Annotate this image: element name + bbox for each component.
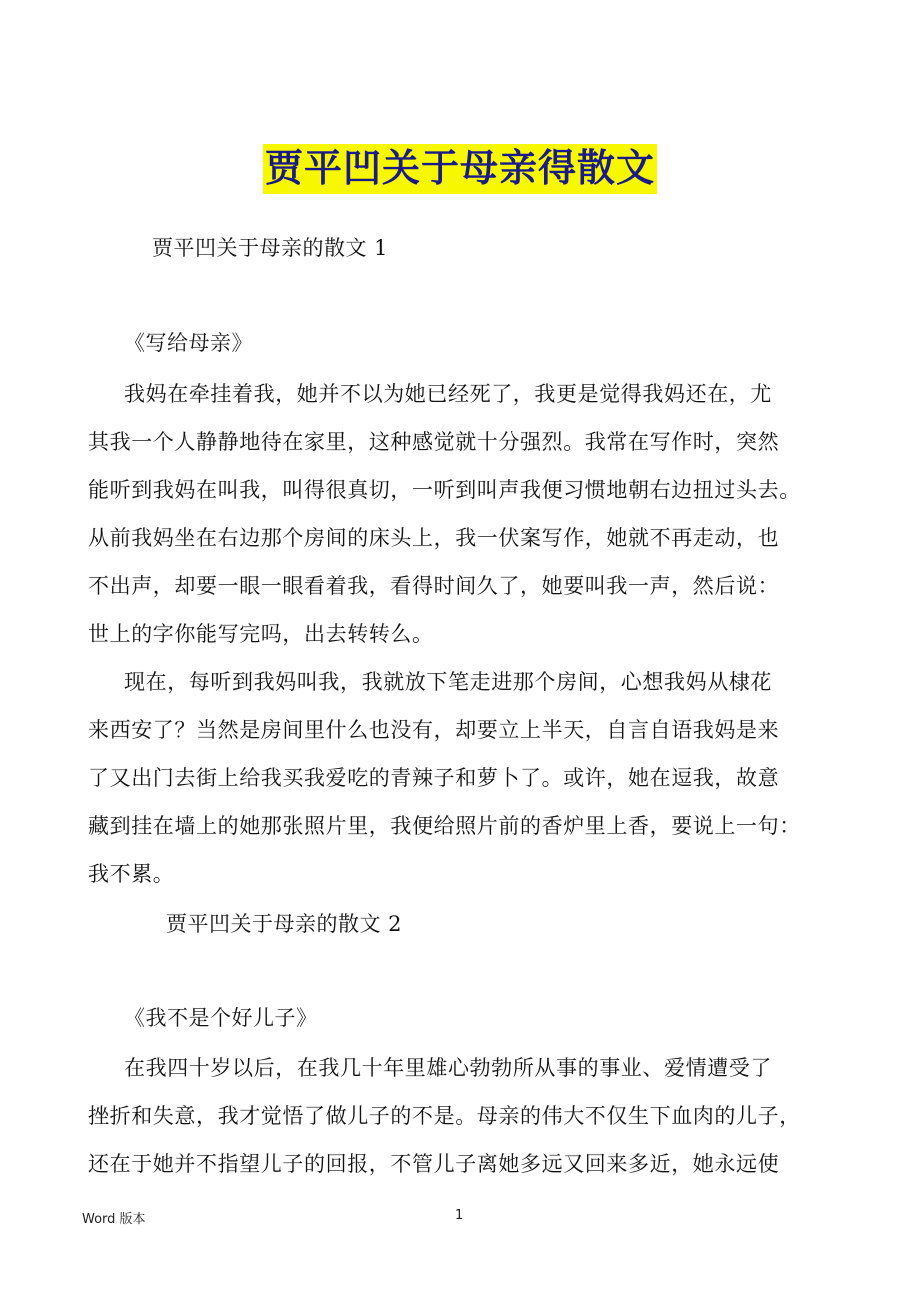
text-line: 世上的字你能写完吗，出去转转么。 bbox=[88, 622, 434, 646]
text-line: 我不累。 bbox=[88, 862, 175, 886]
text-line: 还在于她并不指望儿子的回报，不管儿子离她多远又回来多近，她永远使 bbox=[88, 1152, 780, 1176]
section-heading-2: 贾平凹关于母亲的散文 2 bbox=[166, 912, 403, 936]
text-line: 藏到挂在墙上的她那张照片里，我便给照片前的香炉里上香，要说上一句： bbox=[88, 814, 801, 838]
text-line: 其我一个人静静地待在家里，这种感觉就十分强烈。我常在写作时，突然 bbox=[88, 430, 780, 454]
text-line: 我妈在牵挂着我，她并不以为她已经死了，我更是觉得我妈还在，尤 bbox=[124, 382, 772, 406]
section-heading-1: 贾平凹关于母亲的散文 1 bbox=[152, 236, 389, 260]
book-title-1: 《写给母亲》 bbox=[124, 331, 253, 355]
text-line: 来西安了？当然是房间里什么也没有，却要立上半天，自言自语我妈是来 bbox=[88, 718, 780, 742]
title-container bbox=[0, 144, 920, 194]
footer-page-number: 1 bbox=[455, 1208, 464, 1223]
document-title: 贾平凹关于母亲得散文 bbox=[263, 144, 657, 194]
text-line: 从前我妈坐在右边那个房间的床头上，我一伏案写作，她就不再走动，也 bbox=[88, 526, 780, 550]
paragraph-3 bbox=[88, 1044, 848, 1188]
book-title-2: 《我不是个好儿子》 bbox=[124, 1006, 318, 1030]
paragraph-1 bbox=[88, 370, 848, 658]
paragraph-2 bbox=[88, 658, 848, 898]
text-line: 不出声，却要一眼一眼看着我，看得时间久了，她要叫我一声，然后说： bbox=[88, 574, 780, 598]
text-line: 在我四十岁以后，在我几十年里雄心勃勃所从事的事业、爱情遭受了 bbox=[124, 1056, 772, 1080]
footer-version-label: Word 版本 bbox=[82, 1212, 146, 1227]
text-line: 挫折和失意，我才觉悟了做儿子的不是。母亲的伟大不仅生下血肉的儿子， bbox=[88, 1104, 801, 1128]
text-line: 了又出门去街上给我买我爱吃的青辣子和萝卜了。或许，她在逗我，故意 bbox=[88, 766, 780, 790]
text-line: 能听到我妈在叫我，叫得很真切，一听到叫声我便习惯地朝右边扭过头去。 bbox=[88, 478, 801, 502]
text-line: 现在，每听到我妈叫我，我就放下笔走进那个房间，心想我妈从棣花 bbox=[124, 670, 772, 694]
